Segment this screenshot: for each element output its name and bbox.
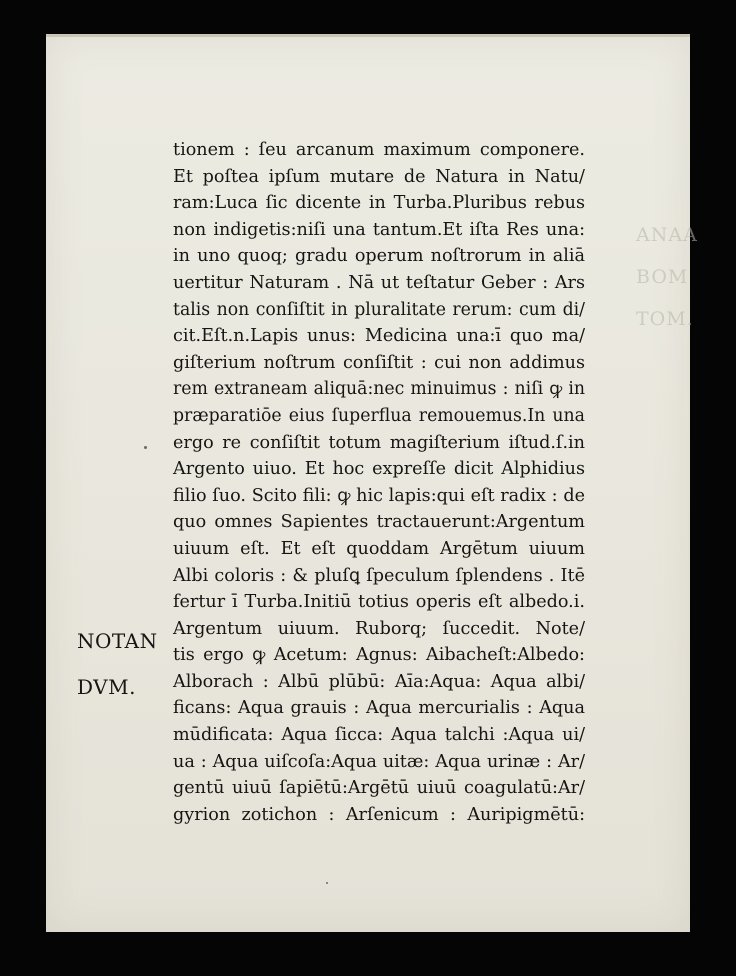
text-line: uiuum eſt. Et eſt quoddam Argētum uiuum <box>173 538 585 559</box>
show-through-text <box>636 214 736 364</box>
text-line: ram:Luca ſic dicente in Turba.Pluribus rebus <box>173 193 585 214</box>
show-through-line: TOM. <box>636 308 694 330</box>
ink-speck <box>144 446 147 449</box>
text-line: quo omnes Sapientes tractauerunt:Argentum <box>173 512 585 533</box>
margin-note-line: NOTAN <box>77 629 158 653</box>
text-line: præparatiōe eius ſuperflua remouemus.In una <box>173 405 585 426</box>
show-through-line: BOM <box>636 266 689 288</box>
text-line: filio ſuo. Scito fili: ꝙ hic lapis:qui eſt radix : de <box>173 485 585 506</box>
text-line: Argentum uiuum. Ruborq; ſuccedit. Note/ <box>173 618 585 639</box>
margin-note <box>77 618 158 710</box>
text-line: talis non conſiſtit in pluralitate rerum: cum di/ <box>173 299 585 320</box>
text-line: mūdificata: Aqua ſicca: Aqua talchi :Aqua ui/ <box>173 725 585 746</box>
text-line: uertitur Naturam . Nā ut teſtatur Geber : Ars <box>173 272 585 293</box>
text-line: Argento uiuo. Et hoc expreſſe dicit Alphidius <box>173 459 585 480</box>
show-through-line: ANAA <box>636 224 698 246</box>
text-line: gyrion zotichon : Arſenicum : Auripigmētū: <box>173 804 585 825</box>
text-line: Albi coloris : & pluſꝗ ſpeculum ſplendens . Itē <box>173 565 585 586</box>
text-line: rem extraneam aliquā:nec minuimus : niſi ꝙ in <box>173 379 585 400</box>
text-line: ficans: Aqua grauis : Aqua mercurialis : Aqua <box>173 698 585 719</box>
text-line: in uno quoq; gradu operum noſtrorum in aliā <box>173 246 585 267</box>
text-line: gentū uiuū ſapiētū:Argētū uiuū coagulatū:Ar/ <box>173 778 585 799</box>
body-text <box>173 137 585 828</box>
text-line: ua : Aqua uiſcoſa:Aqua uitæ: Aqua urinæ : Ar/ <box>173 751 585 772</box>
text-line: non indigetis:niſi una tantum.Et iſta Res una: <box>173 219 585 240</box>
ink-speck <box>326 882 328 884</box>
margin-note-line: DVM. <box>77 675 136 699</box>
text-line: tis ergo ꝙ Acetum: Agnus: Aibacheſt:Albedo: <box>173 645 585 666</box>
text-line: fertur ī Turba.Initiū totius operis eſt albedo.i. <box>173 592 585 613</box>
text-line: giſterium noſtrum conſiſtit : cui non addimus <box>173 352 585 373</box>
text-line: tionem : ſeu arcanum maximum componere. <box>173 140 585 160</box>
text-line: Et poſtea ipſum mutare de Natura in Natu/ <box>173 166 585 187</box>
text-line: ergo re conſiſtit totum magiſterium iſtud.ſ.in <box>173 432 585 453</box>
text-line: cit.Eſt.n.Lapis unus: Medicina una:ī quo ma/ <box>173 326 585 347</box>
text-line: Alborach : Albū plūbū: Aīa:Aqua: Aqua albi/ <box>173 671 585 692</box>
